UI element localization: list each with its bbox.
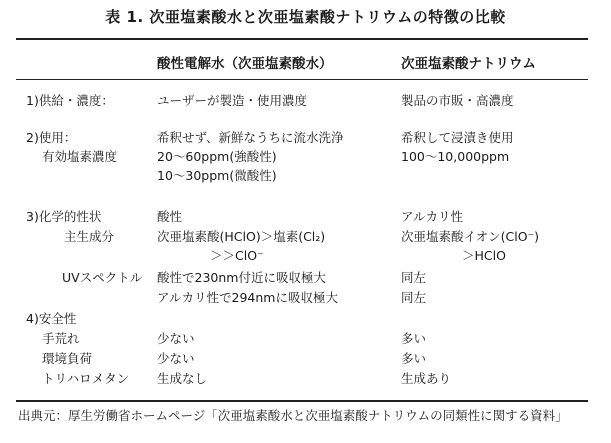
- cell-supply-col1: ユーザーが製造・使用濃度: [157, 93, 308, 108]
- cell-use-col2-line1: 希釈して浸漬き使用: [401, 130, 514, 145]
- cell-use-col1-line3: 10〜30ppm(微酸性): [157, 168, 277, 183]
- row-label-trihalomethane: トリハロメタン: [42, 371, 130, 386]
- column-header-electrolyzed-water: 酸性電解水（次亜塩素酸水）: [157, 56, 333, 72]
- cell-uv-col2-line2: 同左: [401, 290, 427, 305]
- cell-uv-col1-line2: アルカリ性で294nmに吸収極大: [157, 290, 338, 305]
- header-divider: [16, 79, 588, 80]
- cell-environmental-load-col2: 多い: [401, 351, 427, 366]
- cell-main-component-col2-line2: ＞HClO: [462, 248, 506, 263]
- row-label-hand-roughness: 手荒れ: [42, 331, 80, 346]
- cell-supply-col2: 製品の市販・高濃度: [401, 93, 514, 108]
- row-label-environmental-load: 環境負荷: [42, 351, 93, 366]
- cell-trihalomethane-col1: 生成なし: [157, 371, 208, 386]
- row-sublabel-effective-chlorine: 有効塩素濃度: [42, 149, 118, 164]
- cell-hand-roughness-col2: 多い: [401, 331, 427, 346]
- cell-use-col2-line2: 100〜10,000ppm: [401, 149, 510, 164]
- cell-main-component-col1-line2: ＞＞ClO⁻: [210, 248, 264, 263]
- cell-uv-col2-line1: 同左: [401, 270, 427, 285]
- cell-main-component-col1-line1: 次亜塩素酸(HClO)＞塩素(Cl₂): [157, 229, 326, 244]
- row-label-use: 2)使用：: [26, 130, 77, 145]
- cell-hand-roughness-col1: 少ない: [157, 331, 195, 346]
- row-label-chemical: 3)化学的性状: [26, 209, 102, 224]
- row-label-safety: 4)安全性: [26, 311, 77, 326]
- cell-main-component-col2-line1: 次亜塩素酸イオン(ClO⁻): [401, 229, 540, 244]
- cell-use-col1-line1: 希釈せず、新鮮なうちに流水洗浄: [157, 130, 344, 145]
- cell-environmental-load-col1: 少ない: [157, 351, 195, 366]
- table-title: 表 1. 次亜塩素酸水と次亜塩素酸ナトリウムの特徴の比較: [105, 8, 506, 26]
- cell-use-col1-line2: 20〜60ppm(強酸性): [157, 149, 277, 164]
- cell-chemical-col2: アルカリ性: [401, 209, 464, 224]
- cell-chemical-col1: 酸性: [157, 209, 183, 224]
- column-header-sodium-hypochlorite: 次亜塩素酸ナトリウム: [401, 56, 536, 72]
- cell-trihalomethane-col2: 生成あり: [401, 371, 452, 386]
- row-label-supply: 1)供給・濃度：: [26, 93, 114, 108]
- source-citation: 出典元：厚生労働省ホームページ「次亜塩素酸水と次亜塩素酸ナトリウムの同類性に関する資料」: [18, 408, 568, 423]
- row-label-main-component: 主生成分: [64, 229, 115, 244]
- row-label-uv: UVスペクトル: [62, 270, 143, 285]
- cell-uv-col1-line1: 酸性で230nm付近に吸収極大: [157, 270, 326, 285]
